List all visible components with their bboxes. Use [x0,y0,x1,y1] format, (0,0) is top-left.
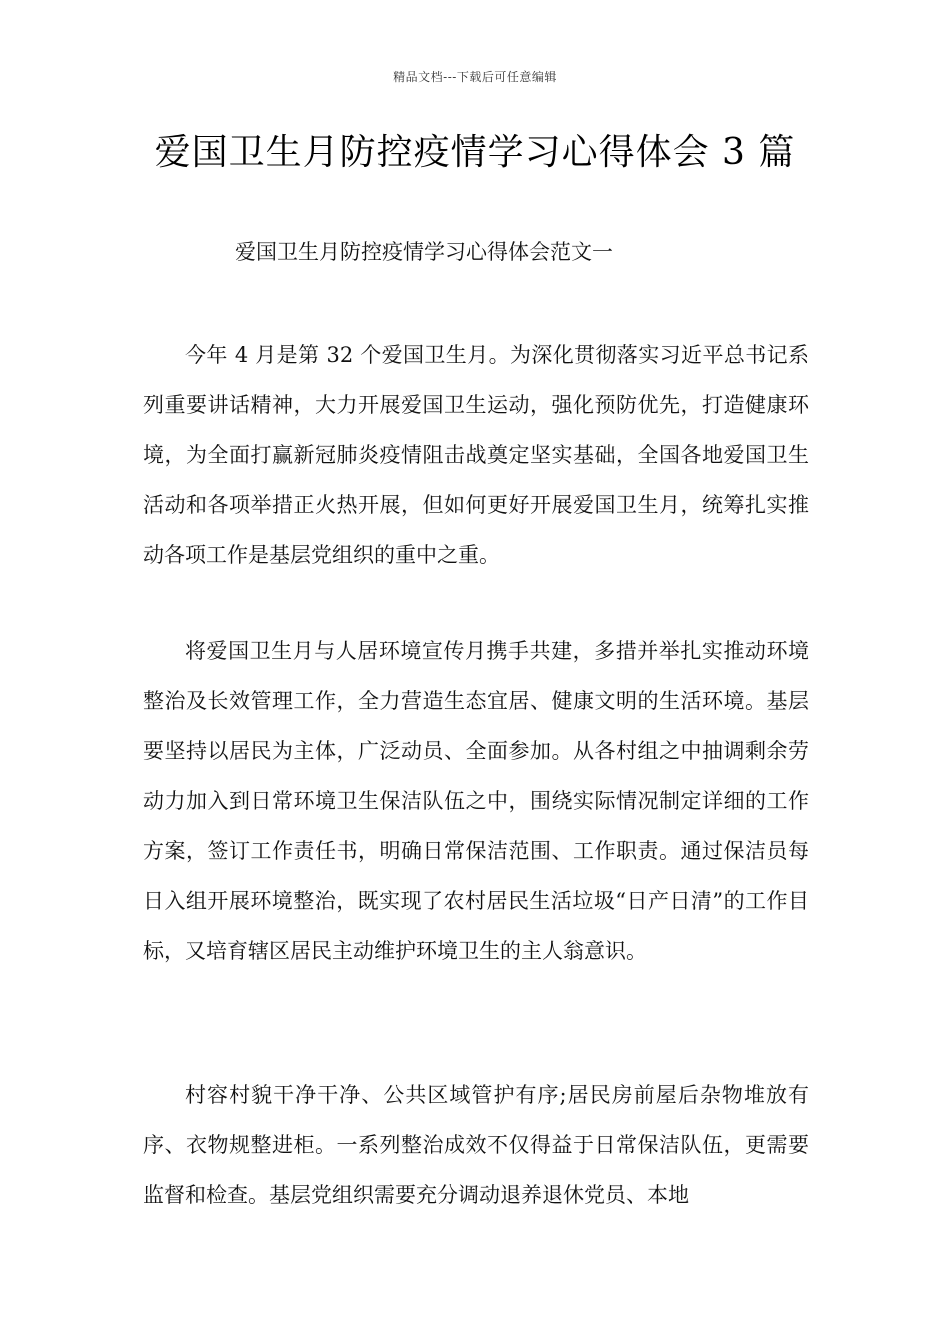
document-title: 爱国卫生月防控疫情学习心得体会 3 篇 [154,132,796,173]
paragraph-2: 将爱国卫生月与人居环境宣传月携手共建，多措并举扎实推动环境整治及长效管理工作，全力营造生态宜居、健康文明的生活环境。基层要坚持以居民为主体，广泛动员、全面参加。从各村组之中抽调剩余劳动力加入到日常环境卫生保洁队伍之中，围绕实际情况制定详细的工作方案，签订工作责任书，明确日常保洁范围、工作职责。通过保洁员每日入组开展环境整治，既实现了农村居民生活垃圾“日产日清”的工作目标，又培育辖区居民主动维护环境卫生的主人翁意识。 [143,639,809,963]
header-note: 精品文档---下载后可任意编辑 [393,70,557,84]
paragraph-3: 村容村貌干净干净、公共区域管护有序;居民房前屋后杂物堆放有序、衣物规整进柜。一系列整治成效不仅得益于日常保洁队伍，更需要监督和检查。基层党组织需要充分调动退养退休党员、本地 [143,1083,809,1207]
paragraph-1: 今年 4 月是第 32 个爱国卫生月。为深化贯彻落实习近平总书记系列重要讲话精神，大力开展爱国卫生运动，强化预防优先，打造健康环境，为全面打赢新冠肺炎疫情阻击战奠定坚实基础，全国各地爱国卫生活动和各项举措正火热开展，但如何更好开展爱国卫生月，统筹扎实推动各项工作是基层党组织的重中之重。 [143,343,809,567]
document-subtitle: 爱国卫生月防控疫情学习心得体会范文一 [235,240,613,264]
